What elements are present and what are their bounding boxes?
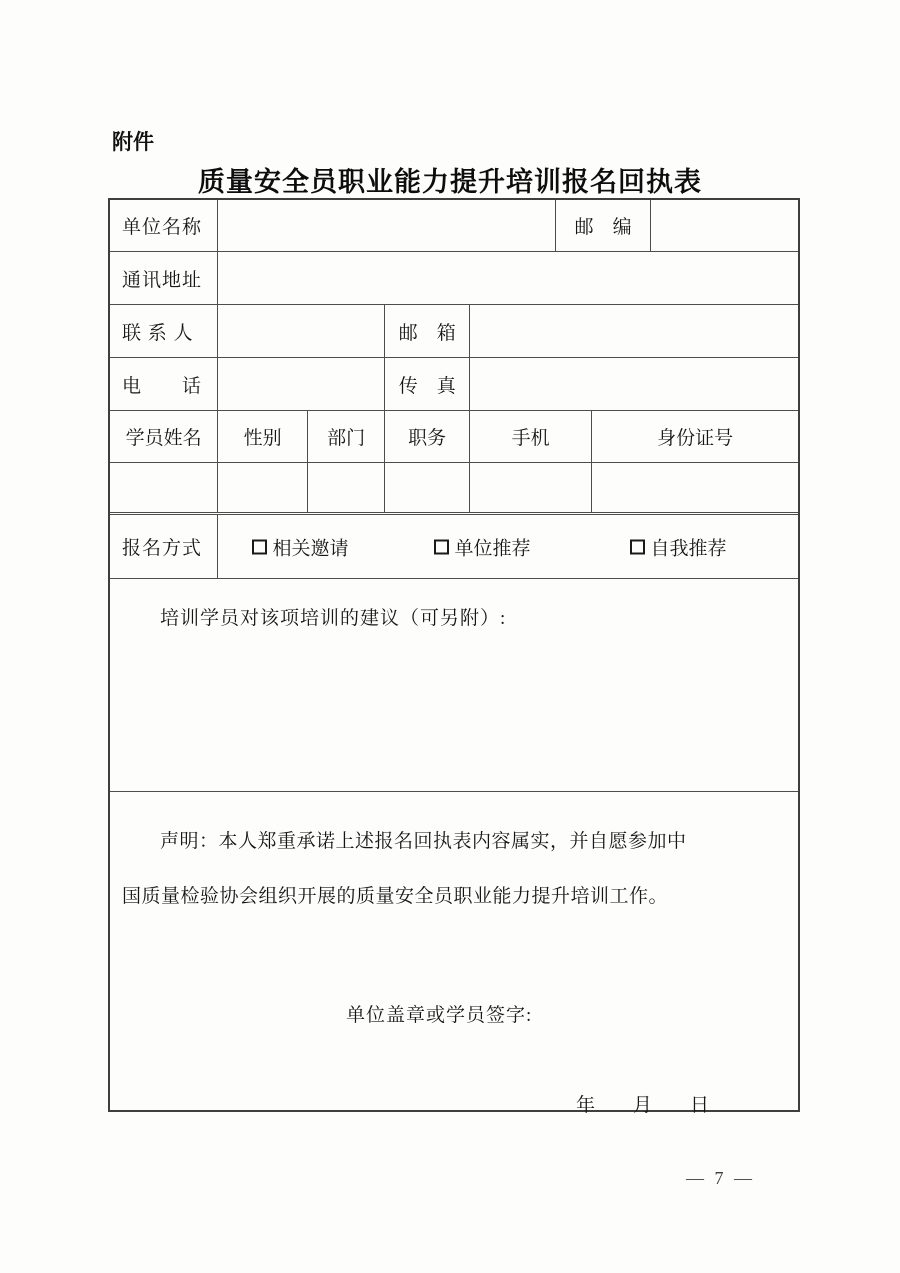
- contact-field: [218, 305, 385, 357]
- signature-label: 单位盖章或学员签字:: [346, 1005, 533, 1026]
- suggestion-area: [110, 579, 798, 792]
- declaration-area: [110, 814, 798, 1131]
- email-field: [470, 305, 798, 357]
- header-sex: 性别: [218, 411, 307, 462]
- student-id-field: [592, 463, 798, 512]
- header-student-name: 学员姓名: [110, 411, 218, 462]
- row-contact: [110, 305, 798, 358]
- registration-method-label: 报名方式: [110, 515, 218, 578]
- header-id-number: 身份证号: [657, 428, 734, 449]
- student-duty-field: [385, 463, 470, 512]
- header-mobile: 手机: [470, 411, 592, 462]
- phone-label: 电 话: [110, 358, 218, 410]
- student-mobile-field: [470, 463, 592, 512]
- postal-code-field: [651, 200, 798, 251]
- address-field: [218, 252, 798, 304]
- registration-method-options: [218, 515, 798, 578]
- postal-code-label: 邮 编: [556, 200, 650, 251]
- row-student-headers: [110, 411, 798, 463]
- email-label: 邮 箱: [385, 305, 470, 357]
- student-name-field: [110, 463, 218, 512]
- registration-form-table: [108, 198, 800, 1116]
- unit-name-label: 单位名称: [110, 200, 218, 251]
- fax-label: 传 真: [385, 358, 470, 410]
- student-department-field: [308, 463, 386, 512]
- fax-field: [470, 358, 798, 410]
- checkbox-label: 自我推荐: [650, 538, 727, 559]
- address-label: 通讯地址: [110, 252, 218, 304]
- checkbox-icon: [434, 539, 449, 554]
- page-number: — 7 —: [686, 1168, 755, 1188]
- checkbox-self-recommendation[interactable]: [630, 533, 726, 560]
- unit-name-field: [218, 200, 556, 251]
- row-address: [110, 252, 798, 305]
- attachment-label: 附件: [112, 131, 154, 154]
- checkbox-label: 单位推荐: [454, 538, 531, 559]
- checkbox-related-invitation[interactable]: [252, 533, 348, 560]
- date-line: 年 月 日: [576, 1095, 710, 1116]
- row-phone: [110, 358, 798, 411]
- checkbox-label: 相关邀请: [272, 538, 349, 559]
- page-title: 质量安全员职业能力提升培训报名回执表: [198, 167, 702, 197]
- header-duty: 职务: [385, 411, 470, 462]
- checkbox-unit-recommendation[interactable]: [434, 533, 530, 560]
- declaration-text: 声明：本人郑重承诺上述报名回执表内容属实，并自愿参加中国质量检验协会组织开展的质量安全员职业能力提升培训工作。: [122, 831, 687, 907]
- checkbox-icon: [630, 539, 645, 554]
- row-unit-name: [110, 200, 798, 252]
- checkbox-icon: [252, 539, 267, 554]
- student-sex-field: [218, 463, 307, 512]
- header-department: 部门: [308, 411, 386, 462]
- row-student-empty: [110, 463, 798, 513]
- suggestion-label: 培训学员对该项培训的建议（可另附）:: [160, 608, 507, 629]
- contact-label: 联 系 人: [110, 305, 218, 357]
- phone-field: [218, 358, 385, 410]
- row-registration-method: [110, 515, 798, 579]
